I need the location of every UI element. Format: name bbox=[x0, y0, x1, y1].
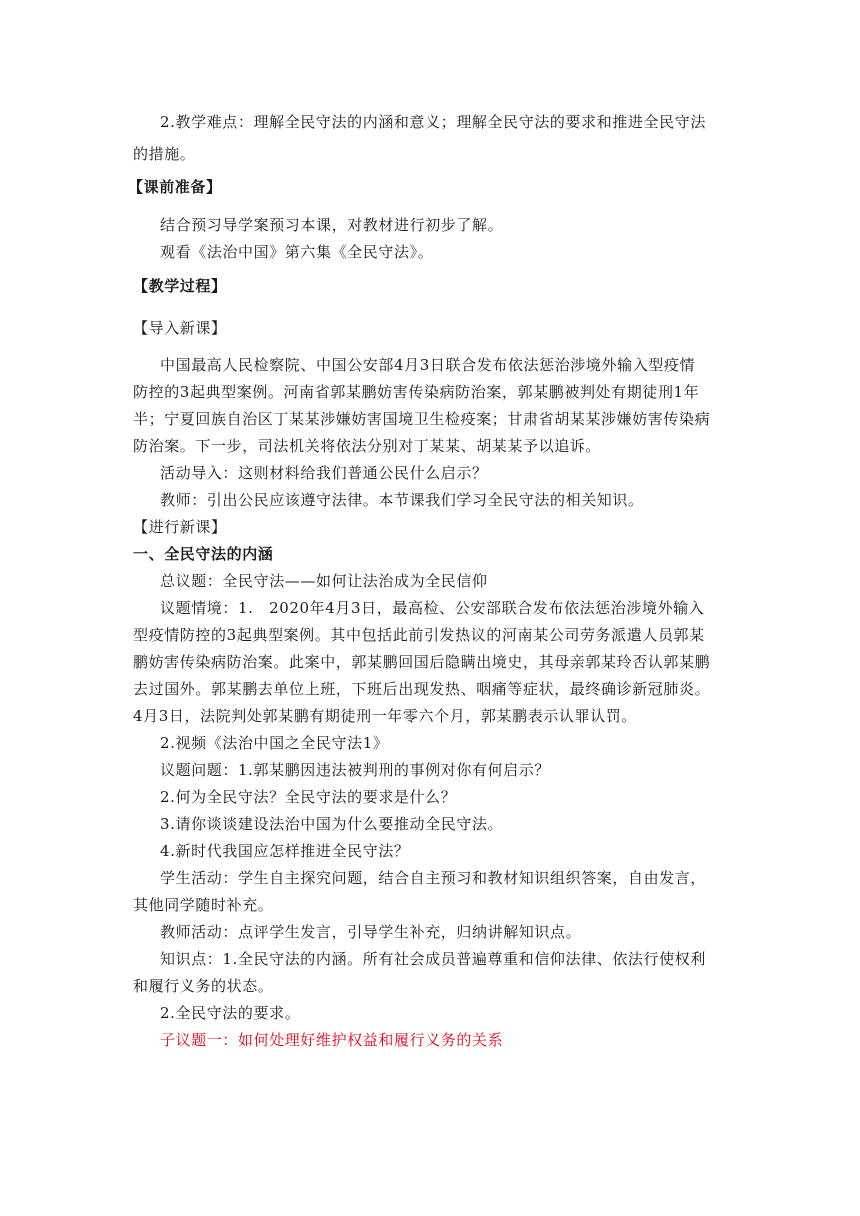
question-2: 2.何为全民守法？全民守法的要求是什么？ bbox=[160, 788, 457, 806]
section-1: 一、全民守法的内涵 bbox=[133, 545, 274, 563]
teacher-intro: 教师：引出公民应该遵守法律。本节课我们学习全民守法的相关知识。 bbox=[160, 491, 644, 509]
knowledge-2: 和履行义务的状态。 bbox=[133, 977, 274, 995]
intro-4: 防治案。下一步，司法机关将依法分别对丁某某、胡某某予以追诉。 bbox=[133, 437, 602, 455]
scenario-3: 鹏妨害传染病防治案。此案中，郭某鹏回国后隐瞒出境史，其母亲郭某玲否认郭某鹏 bbox=[133, 653, 711, 671]
student-2: 其他同学随时补充。 bbox=[133, 896, 274, 914]
sub-topic-1: 子议题一：如何处理好维护权益和履行义务的关系 bbox=[160, 1031, 504, 1049]
scenario-4: 去过国外。郭某鹏去单位上班，下班后出现发热、咽痛等症状，最终确诊新冠肺炎。 bbox=[133, 680, 711, 698]
scenario-2: 型疫情防控的3起典型案例。其中包括此前引发热议的河南某公司劳务派遣人员郭某 bbox=[133, 626, 705, 644]
intro-2: 防控的3起典型案例。河南省郭某鹏妨害传染病防治案，郭某鹏被判处有期徒刑1年 bbox=[133, 383, 700, 401]
scenario-5: 4月3日，法院判处郭某鹏有期徒刑一年零六个月，郭某鹏表示认罪认罚。 bbox=[133, 707, 637, 725]
student-1: 学生活动：学生自主探究问题，结合自主预习和教材知识组织答案，自由发言， bbox=[160, 869, 707, 887]
intro-heading: 【导入新课】 bbox=[133, 319, 227, 337]
knowledge-3: 2.全民守法的要求。 bbox=[160, 1004, 301, 1022]
intro-3: 半；宁夏回族自治区丁某某涉嫌妨害国境卫生检疫案；甘肃省胡某某涉嫌妨害传染病 bbox=[133, 410, 711, 428]
prep-heading: 【课前准备】 bbox=[128, 178, 222, 196]
process-heading: 【教学过程】 bbox=[133, 277, 227, 295]
new-lesson-heading: 【进行新课】 bbox=[133, 518, 227, 536]
knowledge-1: 知识点：1.全民守法的内涵。所有社会成员普遍尊重和信仰法律、依法行使权利 bbox=[160, 950, 706, 968]
video: 2.视频《法治中国之全民守法1》 bbox=[160, 734, 389, 752]
intro-1: 中国最高人民检察院、中国公安部4月3日联合发布依法惩治涉境外输入型疫情 bbox=[160, 356, 696, 374]
scenario-1: 议题情境：1. 2020年4月3日，最高检、公安部联合发布依法惩治涉境外输入 bbox=[160, 599, 705, 617]
topic: 总议题：全民守法——如何让法治成为全民信仰 bbox=[160, 572, 488, 590]
activity-intro: 活动导入：这则材料给我们普通公民什么启示？ bbox=[160, 464, 488, 482]
prep-1: 结合预习导学案预习本课，对教材进行初步了解。 bbox=[160, 216, 504, 234]
question-1: 议题问题：1.郭某鹏因违法被判刑的事例对你有何启示？ bbox=[160, 761, 550, 779]
question-4: 4.新时代我国应怎样推进全民守法？ bbox=[160, 842, 410, 860]
question-3: 3.请你谈谈建设法治中国为什么要推动全民守法。 bbox=[160, 815, 504, 833]
difficulty-1: 2.教学难点：理解全民守法的内涵和意义；理解全民守法的要求和推进全民守法 bbox=[160, 113, 706, 131]
teacher-activity: 教师活动：点评学生发言，引导学生补充，归纳讲解知识点。 bbox=[160, 923, 582, 941]
prep-2: 观看《法治中国》第六集《全民守法》。 bbox=[160, 243, 434, 261]
difficulty-2: 的措施。 bbox=[133, 145, 196, 163]
